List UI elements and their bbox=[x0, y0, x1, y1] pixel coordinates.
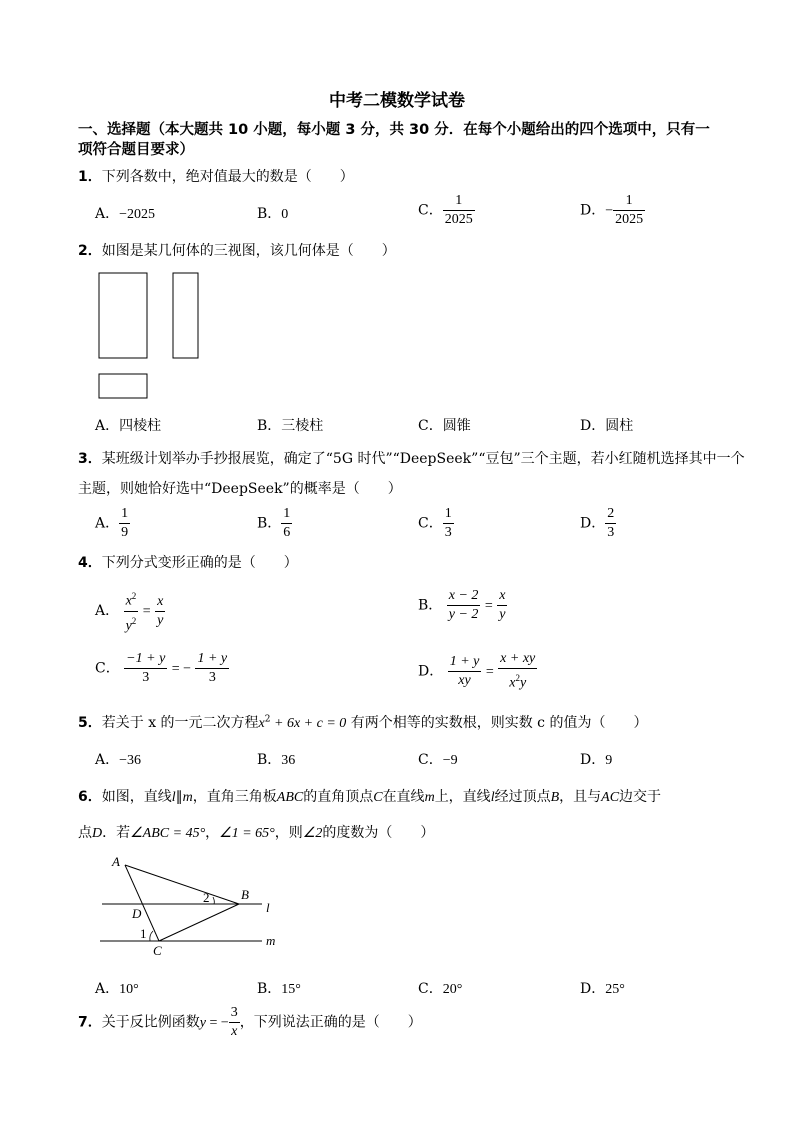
question-number: 7． bbox=[78, 1014, 102, 1031]
question-stem: 如图是某几何体的三视图，该几何体是（ ） bbox=[101, 243, 396, 259]
q5-option-b: B．36 bbox=[257, 752, 296, 768]
q3-option-c: C． $\frac{1}{3}$ bbox=[418, 506, 452, 540]
question-6: 6．如图，直线l∥m，直角三角板ABC的直角顶点C在直线m上，直线l经过顶点B，且与AC边交于 bbox=[78, 789, 662, 805]
fraction: $\frac{1}{6}$ bbox=[283, 506, 291, 540]
option-value: 圆锥 bbox=[442, 418, 471, 434]
fraction: $\frac{-1 + y}{3}$ bbox=[126, 651, 166, 685]
label-b: B bbox=[241, 887, 249, 902]
option-value: 10° bbox=[119, 982, 139, 997]
top-view-rect bbox=[99, 374, 147, 398]
fraction: $\frac{1 + y}{3}$ bbox=[197, 651, 228, 685]
question-5: 5．若关于 x 的一元二次方程$x^2 + 6x + c = 0$ 有两个相等的实数根，则实数 c 的值为（ ） bbox=[78, 714, 648, 731]
fraction: $\frac{3}{x}$ bbox=[230, 1005, 238, 1039]
label-angle-1: 1 bbox=[140, 926, 147, 941]
q4-option-d: D． $\frac{1 + y}{xy}$ = $\frac{x + xy}{x^2y}$ bbox=[418, 651, 536, 691]
q4-option-a: A． $\frac{x^2}{y^2}$ = $\frac{x}{y}$ bbox=[95, 587, 165, 635]
section-heading-cont: 项符合题目要求） bbox=[78, 142, 194, 158]
fraction: $\frac{x + xy}{x^2y}$ bbox=[500, 651, 536, 691]
question-7: 7．关于反比例函数y = − $\frac{3}{x}$ ，下列说法正确的是（ ） bbox=[78, 1005, 422, 1039]
question-stem: 若关于 x 的一元二次方程 bbox=[101, 715, 259, 731]
front-view-rect bbox=[99, 273, 147, 358]
label-d: D bbox=[132, 906, 142, 921]
question-3-cont: 主题，则她恰好选中“DeepSeek”的概率是（ ） bbox=[78, 481, 402, 497]
option-value: 25° bbox=[605, 982, 625, 997]
q2-option-a: A．四棱柱 bbox=[95, 418, 162, 434]
fraction: $\frac{1}{9}$ bbox=[121, 506, 129, 540]
question-stem: 关于反比例函数 bbox=[101, 1014, 200, 1031]
option-value: 圆柱 bbox=[605, 418, 634, 434]
question-stem: 某班级计划举办手抄报展览，确定了“5G 时代”“DeepSeek”“豆包”三个主题，若小红随机选择其中一个 bbox=[101, 451, 745, 467]
q3-option-d: D． $\frac{2}{3}$ bbox=[580, 506, 615, 540]
equation-rest: + 6x + c = 0 bbox=[270, 716, 347, 731]
label-angle-2: 2 bbox=[203, 890, 210, 905]
q5-option-d: D．9 bbox=[580, 752, 613, 768]
question-2 bbox=[78, 240, 396, 260]
page-title: 中考二模数学试卷 bbox=[329, 91, 465, 111]
q6-option-a: A．10° bbox=[95, 981, 139, 997]
side-cb bbox=[159, 904, 239, 941]
question-3 bbox=[78, 448, 745, 468]
question-stem-end: ，下列说法正确的是（ ） bbox=[239, 1014, 422, 1031]
question-6-cont: 点D．若∠ABC = 45°，∠1 = 65°，则∠2的度数为（ ） bbox=[78, 825, 435, 841]
fraction: $\frac{1 + y}{xy}$ bbox=[449, 653, 480, 688]
fraction: $\frac{x}{y}$ bbox=[499, 588, 506, 622]
q1-option-a bbox=[95, 203, 155, 223]
fraction: $\frac{x^2}{y^2}$ bbox=[125, 591, 137, 634]
q1-option-d bbox=[580, 192, 645, 229]
fraction: $\frac{x}{y}$ bbox=[157, 593, 164, 628]
question-number: 1． bbox=[78, 169, 102, 185]
three-view-figure bbox=[96, 270, 206, 402]
q4-option-c: C． $\frac{-1 + y}{3}$ = − $\frac{1 + y}{3}$ bbox=[95, 651, 228, 685]
q5-option-c: C．−9 bbox=[418, 752, 458, 768]
option-value: 15° bbox=[281, 982, 301, 997]
option-value: 四棱柱 bbox=[119, 418, 162, 434]
q3-option-b: B． $\frac{1}{6}$ bbox=[257, 506, 291, 540]
equation: x bbox=[258, 716, 265, 731]
q6-option-c: C．20° bbox=[418, 981, 463, 997]
question-number: 5． bbox=[78, 715, 102, 731]
question-1 bbox=[78, 166, 354, 186]
option-value: 三棱柱 bbox=[281, 418, 324, 434]
fraction: $\frac{1}{2025}$ bbox=[615, 193, 644, 227]
fraction: $\frac{1}{2025}$ bbox=[444, 193, 473, 227]
option-value: −2025 bbox=[119, 207, 156, 222]
question-4 bbox=[78, 552, 298, 572]
option-value: −36 bbox=[119, 753, 142, 768]
option-value: −9 bbox=[442, 753, 458, 768]
option-label: A． bbox=[95, 206, 120, 222]
side-view-rect bbox=[173, 273, 198, 358]
angle-2-arc bbox=[213, 897, 214, 904]
q4-option-b: B． $\frac{x - 2}{y - 2}$ = $\frac{x}{y}$ bbox=[418, 588, 506, 622]
label-c: C bbox=[153, 943, 162, 958]
q1-option-c bbox=[418, 192, 475, 229]
q6-option-d: D．25° bbox=[580, 981, 625, 997]
fraction: $\frac{1}{3}$ bbox=[444, 506, 452, 540]
q1-option-b bbox=[257, 203, 288, 223]
q2-option-c: C．圆锥 bbox=[418, 418, 471, 434]
angle-1-arc bbox=[150, 931, 153, 941]
option-value: 36 bbox=[281, 753, 296, 768]
label-a: A bbox=[112, 854, 120, 869]
option-value: 20° bbox=[442, 982, 463, 997]
question-stem: 下列分式变形正确的是（ ） bbox=[101, 555, 298, 571]
question-number: 4． bbox=[78, 555, 102, 571]
q2-option-d: D．圆柱 bbox=[580, 418, 634, 434]
fraction: $\frac{x - 2}{y - 2}$ bbox=[448, 588, 479, 622]
option-label: D． bbox=[580, 202, 606, 219]
label-line-m: m bbox=[266, 933, 276, 948]
question-number: 6． bbox=[78, 789, 102, 805]
q2-option-b: B．三棱柱 bbox=[257, 418, 324, 434]
q3-option-a: A． $\frac{1}{9}$ bbox=[95, 506, 129, 540]
section-heading: 一、选择题（本大题共 10 小题，每小题 3 分，共 30 分．在每个小题给出的四个选项中，只有一 bbox=[78, 122, 710, 138]
question-stem-end: 有两个相等的实数根，则实数 c 的值为（ ） bbox=[346, 715, 648, 731]
side-ab bbox=[125, 865, 239, 904]
question-number: 3． bbox=[78, 451, 102, 467]
option-label: B． bbox=[257, 206, 282, 222]
minus-sign: − bbox=[605, 203, 614, 219]
question-stem: 下列各数中，绝对值最大的数是（ ） bbox=[101, 169, 354, 185]
option-value: 9 bbox=[605, 753, 613, 768]
q5-option-a: A．−36 bbox=[95, 752, 142, 768]
option-value: 0 bbox=[281, 207, 289, 222]
q6-option-b: B．15° bbox=[257, 981, 301, 997]
geometry-figure bbox=[96, 850, 286, 960]
label-line-l: l bbox=[266, 900, 270, 915]
fraction: $\frac{2}{3}$ bbox=[607, 506, 615, 540]
question-number: 2． bbox=[78, 243, 102, 259]
option-label: C． bbox=[418, 202, 443, 219]
